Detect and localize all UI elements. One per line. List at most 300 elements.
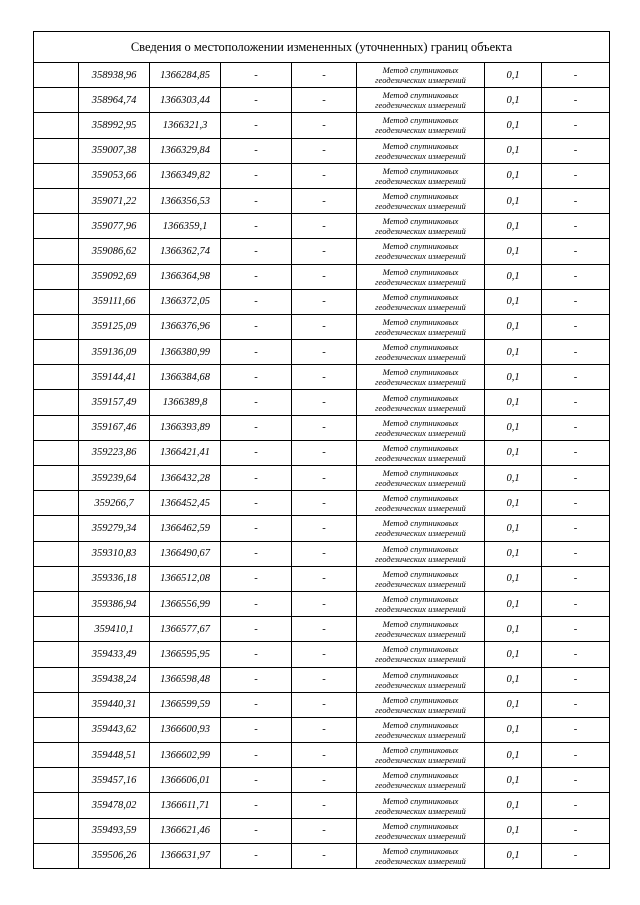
coord-x-cell: 359448,51: [79, 743, 150, 768]
coord-x-cell: 359086,62: [79, 239, 150, 264]
old-y-cell: -: [292, 843, 357, 868]
method-cell: [357, 818, 485, 843]
accuracy-cell: 0,1: [485, 642, 542, 667]
coord-y-cell: 1366490,67: [150, 541, 221, 566]
old-x-cell: -: [221, 466, 292, 491]
table-row: [34, 239, 610, 264]
method-cell: [357, 365, 485, 390]
accuracy-cell: 0,1: [485, 566, 542, 591]
old-x-cell: -: [221, 843, 292, 868]
coord-x-cell: 358938,96: [79, 63, 150, 88]
method-line-1: Метод спутниковых: [382, 90, 459, 101]
old-x-cell: -: [221, 63, 292, 88]
coord-y-cell: 1366421,41: [150, 440, 221, 465]
method-line-1: Метод спутниковых: [382, 165, 459, 176]
coord-x-cell: 359125,09: [79, 314, 150, 339]
coord-y-cell: 1366606,01: [150, 768, 221, 793]
old-y-cell: -: [292, 692, 357, 717]
old-y-cell: -: [292, 516, 357, 541]
table-row: [34, 793, 610, 818]
description-cell: -: [542, 843, 610, 868]
method-line-2: геодезических измерений: [375, 755, 466, 766]
old-y-cell: -: [292, 768, 357, 793]
table-row: [34, 642, 610, 667]
old-y-cell: -: [292, 113, 357, 138]
method-cell: [357, 88, 485, 113]
old-y-cell: -: [292, 642, 357, 667]
description-cell: -: [542, 63, 610, 88]
old-x-cell: -: [221, 88, 292, 113]
method-line-1: Метод спутниковых: [382, 140, 459, 151]
method-cell: [357, 138, 485, 163]
method-line-1: Метод спутниковых: [382, 115, 459, 126]
point-number-cell: [34, 239, 79, 264]
coord-y-cell: 1366393,89: [150, 415, 221, 440]
method-cell: [357, 516, 485, 541]
description-cell: -: [542, 138, 610, 163]
table-row: [34, 163, 610, 188]
method-line-2: геодезических измерений: [375, 528, 466, 539]
description-cell: -: [542, 717, 610, 742]
coord-y-cell: 1366595,95: [150, 642, 221, 667]
accuracy-cell: 0,1: [485, 264, 542, 289]
table-row: [34, 692, 610, 717]
accuracy-cell: 0,1: [485, 516, 542, 541]
method-line-2: геодезических измерений: [375, 402, 466, 413]
table-row: [34, 214, 610, 239]
coord-y-cell: 1366380,99: [150, 340, 221, 365]
method-cell: [357, 617, 485, 642]
coord-y-cell: 1366389,8: [150, 390, 221, 415]
method-cell: [357, 717, 485, 742]
description-cell: -: [542, 163, 610, 188]
point-number-cell: [34, 264, 79, 289]
old-y-cell: -: [292, 591, 357, 616]
accuracy-cell: 0,1: [485, 843, 542, 868]
point-number-cell: [34, 516, 79, 541]
description-cell: -: [542, 365, 610, 390]
coord-x-cell: 359157,49: [79, 390, 150, 415]
table-row: [34, 440, 610, 465]
old-y-cell: -: [292, 617, 357, 642]
description-cell: -: [542, 264, 610, 289]
point-number-cell: [34, 88, 79, 113]
method-line-1: Метод спутниковых: [382, 417, 459, 428]
point-number-cell: [34, 289, 79, 314]
coord-x-cell: 359438,24: [79, 667, 150, 692]
method-line-2: геодезических измерений: [375, 100, 466, 111]
accuracy-cell: 0,1: [485, 113, 542, 138]
method-cell: [357, 390, 485, 415]
method-cell: [357, 793, 485, 818]
table-row: [34, 188, 610, 213]
method-line-2: геодезических измерений: [375, 326, 466, 337]
accuracy-cell: 0,1: [485, 692, 542, 717]
coord-y-cell: 1366362,74: [150, 239, 221, 264]
description-cell: -: [542, 541, 610, 566]
description-cell: -: [542, 314, 610, 339]
method-cell: [357, 63, 485, 88]
accuracy-cell: 0,1: [485, 591, 542, 616]
coord-x-cell: 359410,1: [79, 617, 150, 642]
method-line-2: геодезических измерений: [375, 855, 466, 866]
coord-y-cell: 1366600,93: [150, 717, 221, 742]
table-row: [34, 340, 610, 365]
method-line-2: геодезических измерений: [375, 780, 466, 791]
point-number-cell: [34, 692, 79, 717]
point-number-cell: [34, 541, 79, 566]
method-line-2: геодезических измерений: [375, 352, 466, 363]
table-row: [34, 843, 610, 868]
method-line-2: геодезических измерений: [375, 251, 466, 262]
coord-x-cell: 359071,22: [79, 188, 150, 213]
old-y-cell: -: [292, 818, 357, 843]
method-line-2: геодезических измерений: [375, 629, 466, 640]
accuracy-cell: 0,1: [485, 541, 542, 566]
accuracy-cell: 0,1: [485, 793, 542, 818]
coord-x-cell: 359457,16: [79, 768, 150, 793]
method-cell: [357, 843, 485, 868]
point-number-cell: [34, 768, 79, 793]
old-x-cell: -: [221, 264, 292, 289]
coord-y-cell: 1366359,1: [150, 214, 221, 239]
accuracy-cell: 0,1: [485, 440, 542, 465]
coord-y-cell: 1366611,71: [150, 793, 221, 818]
accuracy-cell: 0,1: [485, 138, 542, 163]
method-line-2: геодезических измерений: [375, 654, 466, 665]
old-x-cell: -: [221, 516, 292, 541]
method-cell: [357, 743, 485, 768]
table-title: Сведения о местоположении измененных (уточненных) границ объекта: [34, 32, 610, 63]
method-line-1: Метод спутниковых: [382, 266, 459, 277]
description-cell: -: [542, 692, 610, 717]
old-x-cell: -: [221, 365, 292, 390]
coord-x-cell: 359310,83: [79, 541, 150, 566]
point-number-cell: [34, 214, 79, 239]
method-line-1: Метод спутниковых: [382, 493, 459, 504]
old-y-cell: -: [292, 390, 357, 415]
table-row: [34, 63, 610, 88]
table-row: [34, 818, 610, 843]
accuracy-cell: 0,1: [485, 415, 542, 440]
accuracy-cell: 0,1: [485, 390, 542, 415]
method-line-1: Метод спутниковых: [382, 543, 459, 554]
old-x-cell: -: [221, 793, 292, 818]
table-row: [34, 138, 610, 163]
method-line-2: геодезических измерений: [375, 226, 466, 237]
method-line-1: Метод спутниковых: [382, 518, 459, 529]
point-number-cell: [34, 188, 79, 213]
coord-x-cell: 359111,66: [79, 289, 150, 314]
accuracy-cell: 0,1: [485, 289, 542, 314]
coord-y-cell: 1366364,98: [150, 264, 221, 289]
method-cell: [357, 466, 485, 491]
method-cell: [357, 214, 485, 239]
coord-x-cell: 359443,62: [79, 717, 150, 742]
description-cell: -: [542, 768, 610, 793]
point-number-cell: [34, 314, 79, 339]
method-line-1: Метод спутниковых: [382, 619, 459, 630]
old-y-cell: -: [292, 188, 357, 213]
coord-y-cell: 1366599,59: [150, 692, 221, 717]
old-x-cell: -: [221, 440, 292, 465]
table-row: [34, 516, 610, 541]
table-row: [34, 768, 610, 793]
method-line-2: геодезических измерений: [375, 150, 466, 161]
point-number-cell: [34, 743, 79, 768]
method-line-2: геодезических измерений: [375, 604, 466, 615]
method-line-1: Метод спутниковых: [382, 392, 459, 403]
coord-x-cell: 359493,59: [79, 818, 150, 843]
method-line-1: Метод спутниковых: [382, 719, 459, 730]
method-line-2: геодезических измерений: [375, 125, 466, 136]
method-line-2: геодезических измерений: [375, 478, 466, 489]
coord-x-cell: 359478,02: [79, 793, 150, 818]
table-row: [34, 591, 610, 616]
point-number-cell: [34, 415, 79, 440]
point-number-cell: [34, 340, 79, 365]
table-row: [34, 88, 610, 113]
method-line-1: Метод спутниковых: [382, 594, 459, 605]
point-number-cell: [34, 617, 79, 642]
method-cell: [357, 314, 485, 339]
method-cell: [357, 642, 485, 667]
old-x-cell: -: [221, 214, 292, 239]
old-y-cell: -: [292, 289, 357, 314]
old-y-cell: -: [292, 163, 357, 188]
method-cell: [357, 541, 485, 566]
method-cell: [357, 188, 485, 213]
method-cell: [357, 566, 485, 591]
description-cell: -: [542, 390, 610, 415]
old-y-cell: -: [292, 340, 357, 365]
table-row: [34, 365, 610, 390]
old-y-cell: -: [292, 88, 357, 113]
coord-y-cell: 1366462,59: [150, 516, 221, 541]
old-x-cell: -: [221, 188, 292, 213]
coord-x-cell: 359440,31: [79, 692, 150, 717]
method-line-1: Метод спутниковых: [382, 468, 459, 479]
description-cell: -: [542, 642, 610, 667]
coord-x-cell: 358992,95: [79, 113, 150, 138]
point-number-cell: [34, 642, 79, 667]
point-number-cell: [34, 138, 79, 163]
method-line-1: Метод спутниковых: [382, 291, 459, 302]
accuracy-cell: 0,1: [485, 239, 542, 264]
accuracy-cell: 0,1: [485, 63, 542, 88]
accuracy-cell: 0,1: [485, 667, 542, 692]
method-line-2: геодезических измерений: [375, 704, 466, 715]
method-line-2: геодезических измерений: [375, 175, 466, 186]
method-line-1: Метод спутниковых: [382, 820, 459, 831]
method-cell: [357, 289, 485, 314]
method-cell: [357, 264, 485, 289]
point-number-cell: [34, 63, 79, 88]
coord-x-cell: 359007,38: [79, 138, 150, 163]
coord-y-cell: 1366432,28: [150, 466, 221, 491]
old-y-cell: -: [292, 491, 357, 516]
point-number-cell: [34, 566, 79, 591]
old-x-cell: -: [221, 717, 292, 742]
old-x-cell: -: [221, 591, 292, 616]
old-y-cell: -: [292, 793, 357, 818]
old-x-cell: -: [221, 138, 292, 163]
coord-y-cell: 1366303,44: [150, 88, 221, 113]
old-y-cell: -: [292, 138, 357, 163]
method-line-1: Метод спутниковых: [382, 795, 459, 806]
coord-x-cell: 359433,49: [79, 642, 150, 667]
description-cell: -: [542, 415, 610, 440]
description-cell: -: [542, 617, 610, 642]
coord-x-cell: 359386,94: [79, 591, 150, 616]
description-cell: -: [542, 340, 610, 365]
accuracy-cell: 0,1: [485, 743, 542, 768]
old-x-cell: -: [221, 743, 292, 768]
method-line-1: Метод спутниковых: [382, 442, 459, 453]
coord-x-cell: 359266,7: [79, 491, 150, 516]
coord-x-cell: 359223,86: [79, 440, 150, 465]
accuracy-cell: 0,1: [485, 768, 542, 793]
method-cell: [357, 340, 485, 365]
accuracy-cell: 0,1: [485, 214, 542, 239]
accuracy-cell: 0,1: [485, 491, 542, 516]
method-line-2: геодезических измерений: [375, 578, 466, 589]
description-cell: -: [542, 491, 610, 516]
coord-y-cell: 1366621,46: [150, 818, 221, 843]
point-number-cell: [34, 818, 79, 843]
point-number-cell: [34, 591, 79, 616]
method-cell: [357, 440, 485, 465]
description-cell: -: [542, 466, 610, 491]
old-x-cell: -: [221, 541, 292, 566]
method-cell: [357, 491, 485, 516]
old-y-cell: -: [292, 667, 357, 692]
point-number-cell: [34, 667, 79, 692]
coord-y-cell: 1366631,97: [150, 843, 221, 868]
method-cell: [357, 591, 485, 616]
method-line-2: геодезических измерений: [375, 503, 466, 514]
method-line-1: Метод спутниковых: [382, 191, 459, 202]
coord-y-cell: 1366602,99: [150, 743, 221, 768]
coord-y-cell: 1366349,82: [150, 163, 221, 188]
old-x-cell: -: [221, 491, 292, 516]
method-cell: [357, 415, 485, 440]
old-x-cell: -: [221, 390, 292, 415]
coord-y-cell: 1366321,3: [150, 113, 221, 138]
method-line-1: Метод спутниковых: [382, 568, 459, 579]
coord-x-cell: 359279,34: [79, 516, 150, 541]
method-line-1: Метод спутниковых: [382, 342, 459, 353]
old-x-cell: -: [221, 415, 292, 440]
point-number-cell: [34, 843, 79, 868]
description-cell: -: [542, 591, 610, 616]
table-row: [34, 566, 610, 591]
point-number-cell: [34, 390, 79, 415]
description-cell: -: [542, 239, 610, 264]
old-y-cell: -: [292, 440, 357, 465]
old-x-cell: -: [221, 667, 292, 692]
method-line-1: Метод спутниковых: [382, 845, 459, 856]
old-y-cell: -: [292, 314, 357, 339]
table-row: [34, 617, 610, 642]
table-row: [34, 390, 610, 415]
method-cell: [357, 113, 485, 138]
method-line-2: геодезических измерений: [375, 427, 466, 438]
point-number-cell: [34, 466, 79, 491]
method-line-1: Метод спутниковых: [382, 65, 459, 76]
method-line-2: геодезических измерений: [375, 729, 466, 740]
old-x-cell: -: [221, 163, 292, 188]
old-y-cell: -: [292, 63, 357, 88]
coord-x-cell: 359167,46: [79, 415, 150, 440]
old-x-cell: -: [221, 113, 292, 138]
old-x-cell: -: [221, 818, 292, 843]
coord-x-cell: 359506,26: [79, 843, 150, 868]
accuracy-cell: 0,1: [485, 466, 542, 491]
method-line-2: геодезических измерений: [375, 301, 466, 312]
description-cell: -: [542, 566, 610, 591]
coord-x-cell: 359053,66: [79, 163, 150, 188]
table-row: [34, 289, 610, 314]
method-line-1: Метод спутниковых: [382, 694, 459, 705]
method-line-1: Метод спутниковых: [382, 770, 459, 781]
coord-y-cell: 1366598,48: [150, 667, 221, 692]
accuracy-cell: 0,1: [485, 365, 542, 390]
table-row: [34, 743, 610, 768]
description-cell: -: [542, 289, 610, 314]
accuracy-cell: 0,1: [485, 340, 542, 365]
old-x-cell: -: [221, 289, 292, 314]
description-cell: -: [542, 516, 610, 541]
point-number-cell: [34, 717, 79, 742]
accuracy-cell: 0,1: [485, 818, 542, 843]
old-x-cell: -: [221, 617, 292, 642]
method-line-2: геодезических измерений: [375, 75, 466, 86]
coord-x-cell: 359144,41: [79, 365, 150, 390]
method-line-2: геодезических измерений: [375, 452, 466, 463]
method-cell: [357, 239, 485, 264]
table-row: [34, 415, 610, 440]
point-number-cell: [34, 113, 79, 138]
table-row: [34, 541, 610, 566]
old-y-cell: -: [292, 239, 357, 264]
old-y-cell: -: [292, 717, 357, 742]
description-cell: -: [542, 793, 610, 818]
point-number-cell: [34, 365, 79, 390]
accuracy-cell: 0,1: [485, 617, 542, 642]
old-x-cell: -: [221, 239, 292, 264]
coord-x-cell: 359092,69: [79, 264, 150, 289]
method-line-2: геодезических измерений: [375, 679, 466, 690]
method-cell: [357, 667, 485, 692]
accuracy-cell: 0,1: [485, 163, 542, 188]
table-row: [34, 491, 610, 516]
method-line-1: Метод спутниковых: [382, 316, 459, 327]
table-row: [34, 314, 610, 339]
coord-y-cell: 1366284,85: [150, 63, 221, 88]
coord-x-cell: 359136,09: [79, 340, 150, 365]
accuracy-cell: 0,1: [485, 88, 542, 113]
old-y-cell: -: [292, 415, 357, 440]
old-x-cell: -: [221, 768, 292, 793]
old-x-cell: -: [221, 340, 292, 365]
coord-y-cell: 1366512,08: [150, 566, 221, 591]
coord-y-cell: 1366329,84: [150, 138, 221, 163]
coord-y-cell: 1366356,53: [150, 188, 221, 213]
table-row: [34, 264, 610, 289]
method-line-2: геодезических измерений: [375, 805, 466, 816]
old-y-cell: -: [292, 365, 357, 390]
